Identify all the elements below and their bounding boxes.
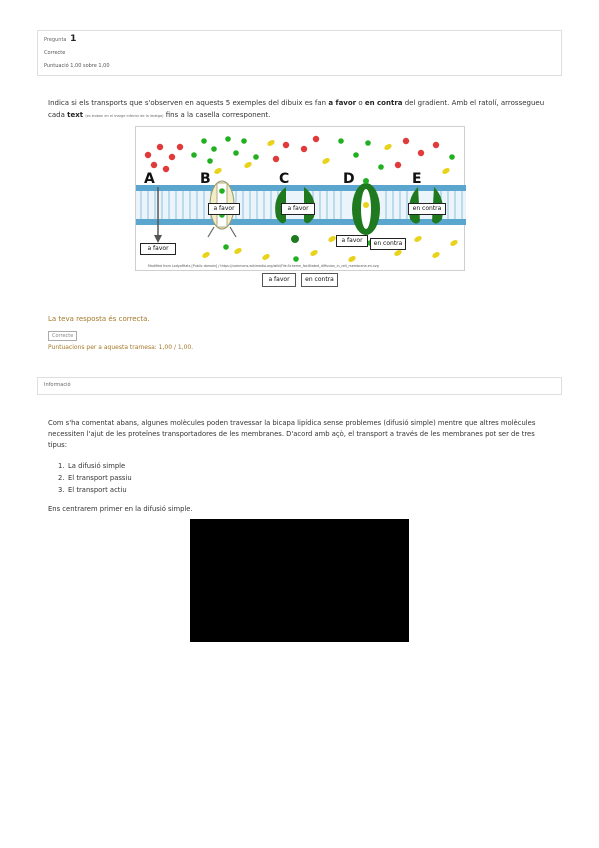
- information-box: [37, 377, 562, 395]
- question-prompt: [48, 98, 550, 122]
- drag-item-a-favor[interactable]: a favor: [262, 273, 296, 287]
- label-c: C: [279, 171, 290, 187]
- dropzone-d2[interactable]: en contra: [370, 238, 406, 250]
- molecules-top: [145, 136, 455, 175]
- list-text: El transport passiu: [68, 474, 132, 482]
- prompt-text-1: Indica si els transports que s'observen en aquests 5 exemples del dibuix es fan: [48, 99, 329, 107]
- prompt-favor: a favor: [328, 99, 357, 107]
- correct-badge: Correcte: [48, 331, 77, 341]
- drag-item-en-contra[interactable]: en contra: [301, 273, 338, 287]
- submission-score: Puntuacions per a aquesta tramesa: 1,00 / 1,00.: [48, 344, 194, 351]
- list-text: La difusió simple: [68, 462, 126, 470]
- label-d: D: [343, 171, 355, 187]
- figure-caption: Modified from LadyofHats [Public domain] / https://commons.wikimedia.org/wiki/File:Scheme_facilitated_diffusion_in_cell_membrane-en.svg: [148, 264, 379, 268]
- prompt-text-word: text: [67, 110, 84, 119]
- list-text: El transport actiu: [68, 486, 127, 494]
- content-paragraph: Com s'ha comentat abans, algunes molècules poden travessar la bicapa lipídica sense problemes (difusió simple) mentre que altres molècules necessiten l'ajut de les proteïnes transportadores de les membranes. D'acord amb açò, el transport a través de les membranes pot ser de tres tipus:: [48, 419, 536, 449]
- dropzone-c[interactable]: a favor: [281, 203, 315, 215]
- list-item: [58, 460, 132, 472]
- prompt-small-note: (es troben en el marge inferior de la imatge): [85, 113, 164, 118]
- content-paragraph-2: Ens centrarem primer en la difusió simple.: [48, 505, 193, 513]
- label-e: E: [412, 171, 422, 187]
- prompt-contra: en contra: [364, 99, 403, 107]
- label-b: B: [200, 171, 211, 187]
- membrane-diagram: [136, 127, 466, 272]
- membrane-transport-figure: [135, 126, 465, 271]
- question-grade: Puntuació 1,00 sobre 1,00: [44, 63, 110, 69]
- question-number: 1: [70, 34, 77, 44]
- molecules-bottom: [201, 235, 458, 263]
- list-item: [58, 484, 132, 496]
- prompt-text-3: del gradient. Amb el ratolí, arrossegueu cada: [48, 99, 545, 119]
- list-number: 2.: [58, 474, 65, 482]
- question-state: Correcte: [44, 50, 66, 56]
- list-number: 3.: [58, 486, 65, 494]
- question-heading: [44, 35, 561, 44]
- list-item: [58, 472, 132, 484]
- prompt-text-4: fins a la casella corresponent.: [163, 110, 271, 119]
- dropzone-b[interactable]: a favor: [208, 203, 240, 215]
- embedded-video[interactable]: [190, 519, 409, 642]
- dropzone-e[interactable]: en contra: [408, 203, 446, 215]
- transport-types-list: [58, 460, 132, 496]
- question-label: Pregunta: [44, 37, 67, 43]
- dropzone-a[interactable]: a favor: [140, 243, 176, 255]
- feedback-message: La teva resposta és correcta.: [48, 315, 150, 323]
- label-a: A: [144, 171, 155, 187]
- dropzone-d1[interactable]: a favor: [336, 235, 368, 247]
- prompt-text-2: o: [356, 99, 365, 107]
- list-number: 1.: [58, 462, 65, 470]
- information-label: Informació: [44, 382, 71, 388]
- question-info-box: [37, 30, 562, 76]
